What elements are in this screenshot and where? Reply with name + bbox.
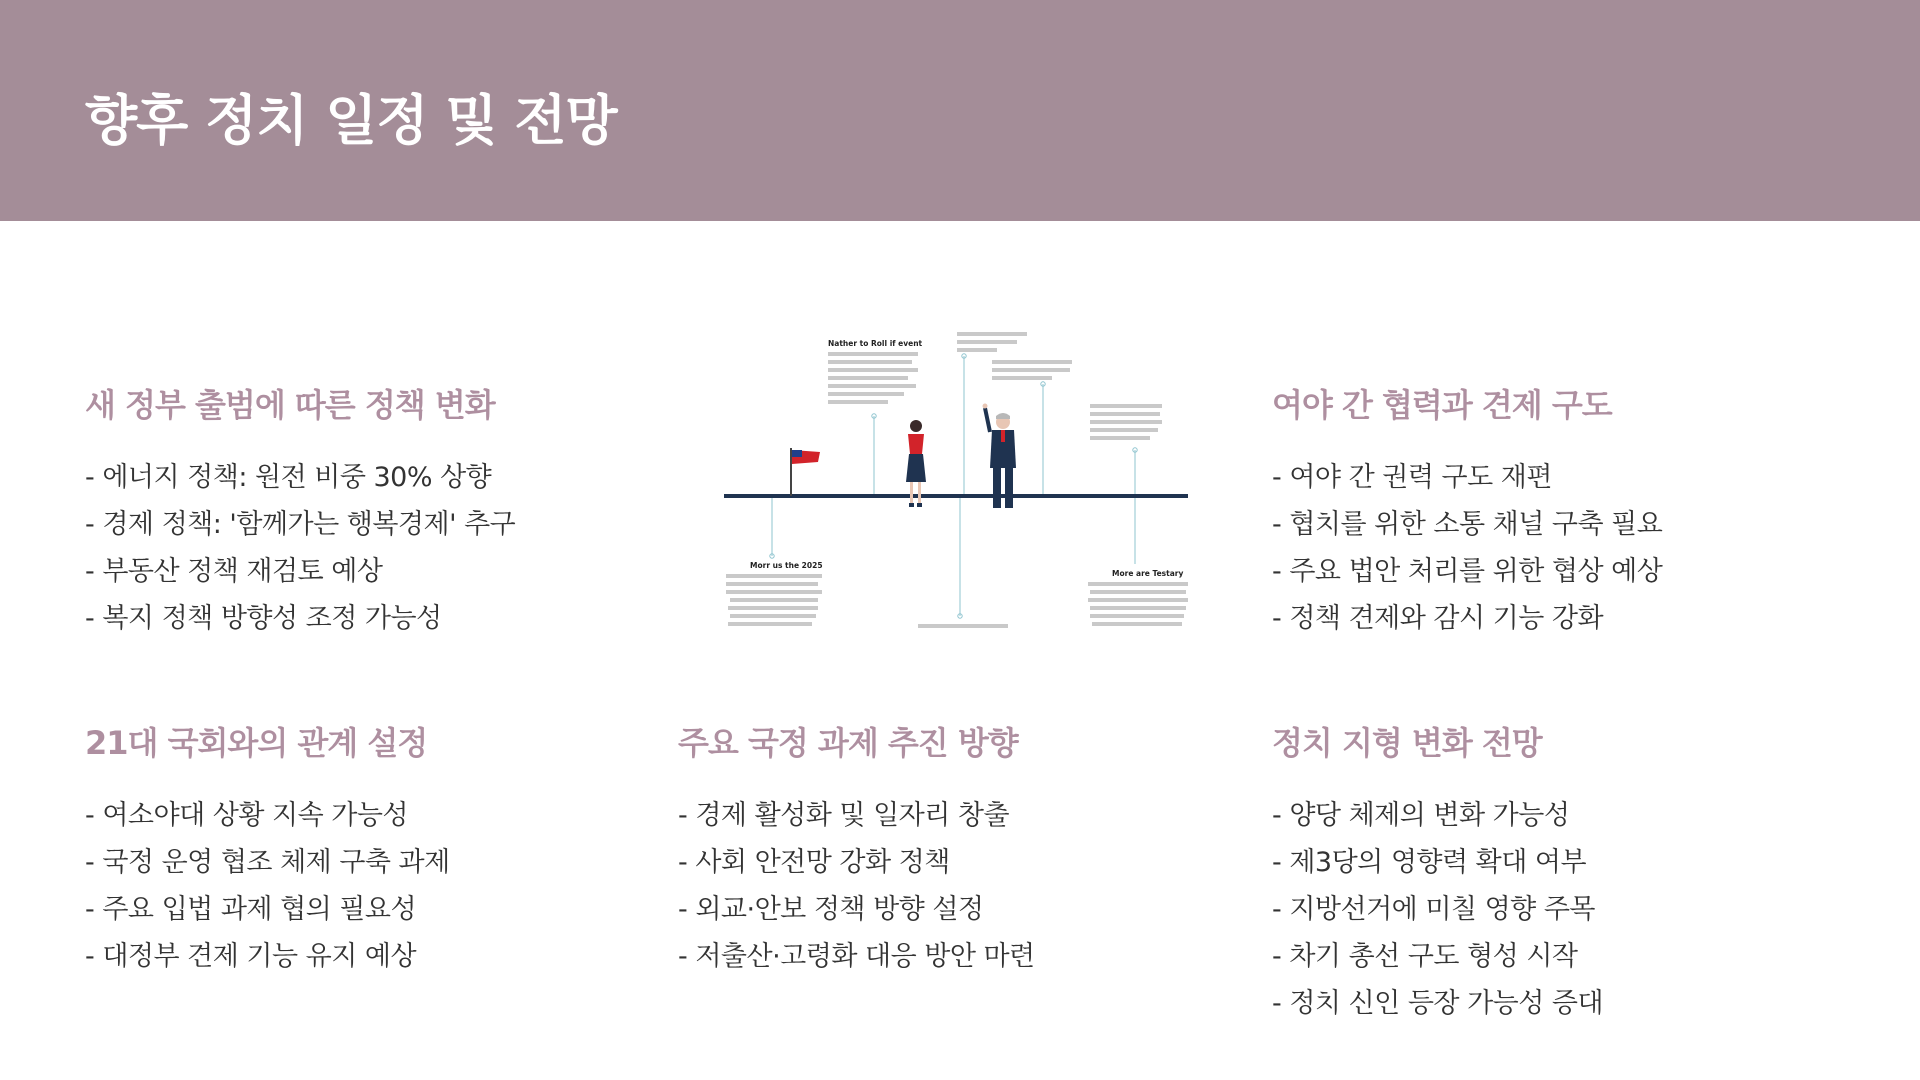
list-item: - 지방선거에 미칠 영향 주목 bbox=[1272, 886, 1792, 933]
list-item: - 대정부 견제 기능 유지 예상 bbox=[85, 933, 605, 980]
list-item: - 협치를 위한 소통 채널 구축 필요 bbox=[1272, 501, 1792, 548]
list-item: - 주요 입법 과제 협의 필요성 bbox=[85, 886, 605, 933]
timeline-bar bbox=[724, 494, 1188, 498]
list-item: - 국정 운영 협조 체제 구축 과제 bbox=[85, 839, 605, 886]
list-item: - 저출산·고령화 대응 방안 마련 bbox=[678, 933, 1198, 980]
list-item: - 복지 정책 방향성 조정 가능성 bbox=[85, 595, 605, 642]
bullet-list bbox=[1272, 454, 1792, 642]
section-title: 여야 간 협력과 견제 구도 bbox=[1272, 386, 1612, 424]
header-banner bbox=[0, 0, 1920, 221]
list-item: - 부동산 정책 재검토 예상 bbox=[85, 548, 605, 595]
list-item: - 에너지 정책: 원전 비중 30% 상향 bbox=[85, 454, 605, 501]
list-item: - 정책 견제와 감시 기능 강화 bbox=[1272, 595, 1792, 642]
list-item: - 주요 법안 처리를 위한 협상 예상 bbox=[1272, 548, 1792, 595]
woman-figure bbox=[906, 420, 926, 507]
man-figure bbox=[983, 404, 1017, 509]
section-political-landscape bbox=[1272, 718, 1792, 1027]
bullet-list bbox=[85, 454, 605, 642]
bullet-list bbox=[85, 792, 605, 980]
section-title: 정치 지형 변화 전망 bbox=[1272, 724, 1542, 762]
section-cooperation bbox=[1272, 380, 1792, 642]
section-policy-change bbox=[85, 380, 605, 642]
bullet-list bbox=[1272, 792, 1792, 1027]
label-bottom-left: Morr us the 2025 bbox=[750, 561, 823, 570]
section-title: 21대 국회와의 관계 설정 bbox=[85, 724, 428, 762]
timeline-image bbox=[722, 330, 1202, 630]
list-item: - 사회 안전망 강화 정책 bbox=[678, 839, 1198, 886]
label-bottom-right: More are Testary bbox=[1112, 569, 1184, 578]
label-top-left: Nather to Roll if event bbox=[828, 339, 923, 348]
list-item: - 경제 활성화 및 일자리 창출 bbox=[678, 792, 1198, 839]
section-title: 새 정부 출범에 따른 정책 변화 bbox=[85, 386, 495, 424]
list-item: - 차기 총선 구도 형성 시작 bbox=[1272, 933, 1792, 980]
bullet-list bbox=[678, 792, 1198, 980]
list-item: - 경제 정책: '함께가는 행복경제' 추구 bbox=[85, 501, 605, 548]
section-national-agenda bbox=[678, 718, 1198, 980]
section-title: 주요 국정 과제 추진 방향 bbox=[678, 724, 1018, 762]
list-item: - 여소야대 상황 지속 가능성 bbox=[85, 792, 605, 839]
list-item: - 제3당의 영향력 확대 여부 bbox=[1272, 839, 1792, 886]
section-assembly-relations bbox=[85, 718, 605, 980]
list-item: - 외교·안보 정책 방향 설정 bbox=[678, 886, 1198, 933]
list-item: - 정치 신인 등장 가능성 증대 bbox=[1272, 980, 1792, 1027]
list-item: - 양당 체제의 변화 가능성 bbox=[1272, 792, 1792, 839]
page-title: 향후 정치 일정 및 전망 bbox=[85, 89, 617, 152]
timeline-illustration bbox=[722, 330, 1202, 630]
list-item: - 여야 간 권력 구도 재편 bbox=[1272, 454, 1792, 501]
